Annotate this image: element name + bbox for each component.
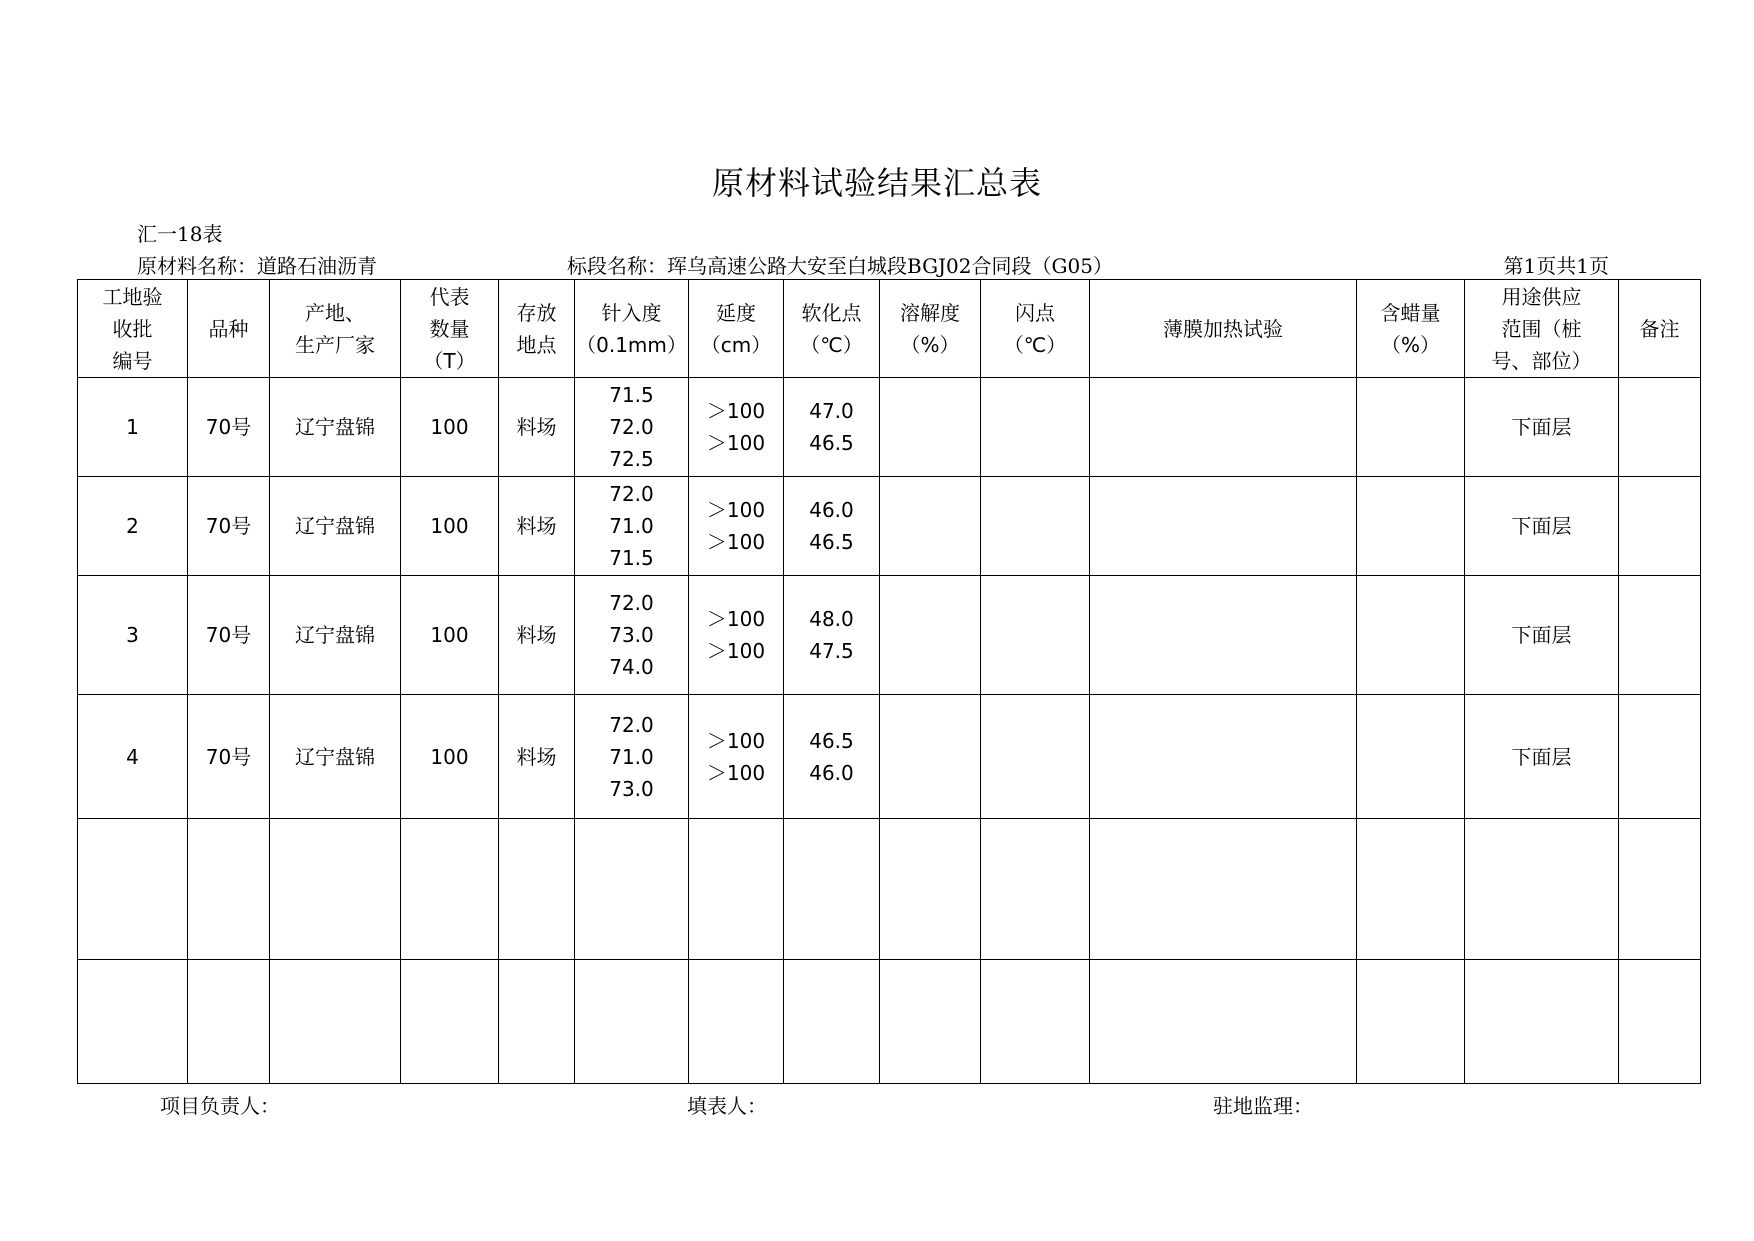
header-variety: 品种 [188,280,270,378]
header-usage: 用途供应 范围（桩 号、部位） [1465,280,1619,378]
cell-penetration [575,819,689,960]
cell-location [499,960,575,1084]
cell-location: 料场 [499,576,575,695]
page-info: 第1页共1页 [1503,254,1609,278]
cell-usage: 下面层 [1465,576,1619,695]
material-name: 原材料名称：道路石油沥青 [137,254,377,278]
cell-batch-no: 4 [78,695,188,819]
cell-batch-no [78,819,188,960]
cell-ductility: ＞100 ＞100 [689,576,784,695]
cell-usage: 下面层 [1465,695,1619,819]
cell-origin: 辽宁盘锦 [270,378,401,477]
section-name: 标段名称：珲乌高速公路大安至白城段BGJ02合同段（G05） [567,254,1113,278]
cell-solubility [880,477,981,576]
cell-variety: 70号 [188,576,270,695]
header-flash-point: 闪点 （℃） [981,280,1090,378]
cell-flash-point [981,378,1090,477]
cell-thin-film-test [1090,477,1357,576]
cell-location: 料场 [499,695,575,819]
cell-penetration: 71.5 72.0 72.5 [575,378,689,477]
cell-remarks [1619,695,1701,819]
cell-solubility [880,695,981,819]
cell-wax-content [1357,576,1465,695]
cell-location: 料场 [499,378,575,477]
cell-batch-no [78,960,188,1084]
cell-ductility [689,819,784,960]
cell-softening-point: 47.0 46.5 [784,378,880,477]
cell-flash-point [981,695,1090,819]
table-row [78,576,1701,695]
cell-solubility [880,819,981,960]
cell-quantity [401,960,499,1084]
cell-remarks [1619,819,1701,960]
form-code: 汇一18表 [137,222,223,246]
cell-flash-point [981,819,1090,960]
cell-remarks [1619,960,1701,1084]
header-solubility: 溶解度 （%） [880,280,981,378]
cell-variety [188,960,270,1084]
cell-origin [270,819,401,960]
header-origin: 产地、 生产厂家 [270,280,401,378]
header-remarks: 备注 [1619,280,1701,378]
cell-penetration [575,960,689,1084]
cell-quantity: 100 [401,477,499,576]
project-manager-label: 项目负责人： [160,1094,280,1118]
cell-softening-point: 46.5 46.0 [784,695,880,819]
cell-variety [188,819,270,960]
cell-ductility: ＞100 ＞100 [689,378,784,477]
cell-wax-content [1357,819,1465,960]
cell-thin-film-test [1090,819,1357,960]
cell-remarks [1619,576,1701,695]
cell-penetration: 72.0 71.0 73.0 [575,695,689,819]
cell-variety: 70号 [188,378,270,477]
cell-variety: 70号 [188,477,270,576]
cell-quantity [401,819,499,960]
cell-wax-content [1357,960,1465,1084]
cell-softening-point [784,819,880,960]
cell-origin: 辽宁盘锦 [270,695,401,819]
cell-usage [1465,960,1619,1084]
filled-by-label: 填表人： [687,1094,767,1118]
cell-ductility [689,960,784,1084]
cell-variety: 70号 [188,695,270,819]
cell-batch-no: 2 [78,477,188,576]
cell-location: 料场 [499,477,575,576]
header-penetration: 针入度 （0.1mm） [575,280,689,378]
cell-softening-point: 46.0 46.5 [784,477,880,576]
cell-softening-point [784,960,880,1084]
cell-solubility [880,960,981,1084]
header-thin-film-test: 薄膜加热试验 [1090,280,1357,378]
cell-thin-film-test [1090,378,1357,477]
table-header-row [78,280,1701,378]
cell-softening-point: 48.0 47.5 [784,576,880,695]
cell-solubility [880,378,981,477]
cell-thin-film-test [1090,695,1357,819]
results-table [77,279,1701,1084]
header-softening-point: 软化点 （℃） [784,280,880,378]
table-row [78,695,1701,819]
supervisor-label: 驻地监理： [1213,1094,1313,1118]
cell-quantity: 100 [401,576,499,695]
cell-flash-point [981,477,1090,576]
cell-remarks [1619,378,1701,477]
cell-usage: 下面层 [1465,477,1619,576]
cell-penetration: 72.0 73.0 74.0 [575,576,689,695]
header-wax-content: 含蜡量 （%） [1357,280,1465,378]
table-row [78,477,1701,576]
header-quantity: 代表 数量 （T） [401,280,499,378]
cell-origin [270,960,401,1084]
cell-usage: 下面层 [1465,378,1619,477]
cell-thin-film-test [1090,960,1357,1084]
cell-location [499,819,575,960]
cell-quantity: 100 [401,695,499,819]
cell-flash-point [981,576,1090,695]
cell-origin: 辽宁盘锦 [270,477,401,576]
cell-ductility: ＞100 ＞100 [689,477,784,576]
cell-batch-no: 3 [78,576,188,695]
header-batch-no: 工地验 收批 编号 [78,280,188,378]
table-row [78,960,1701,1084]
cell-remarks [1619,477,1701,576]
cell-origin: 辽宁盘锦 [270,576,401,695]
cell-flash-point [981,960,1090,1084]
page-title: 原材料试验结果汇总表 [711,164,1042,202]
table-row [78,819,1701,960]
cell-ductility: ＞100 ＞100 [689,695,784,819]
cell-batch-no: 1 [78,378,188,477]
table-row [78,378,1701,477]
cell-wax-content [1357,477,1465,576]
cell-thin-film-test [1090,576,1357,695]
cell-wax-content [1357,695,1465,819]
header-location: 存放 地点 [499,280,575,378]
cell-usage [1465,819,1619,960]
cell-wax-content [1357,378,1465,477]
header-ductility: 延度 （cm） [689,280,784,378]
cell-quantity: 100 [401,378,499,477]
cell-penetration: 72.0 71.0 71.5 [575,477,689,576]
cell-solubility [880,576,981,695]
